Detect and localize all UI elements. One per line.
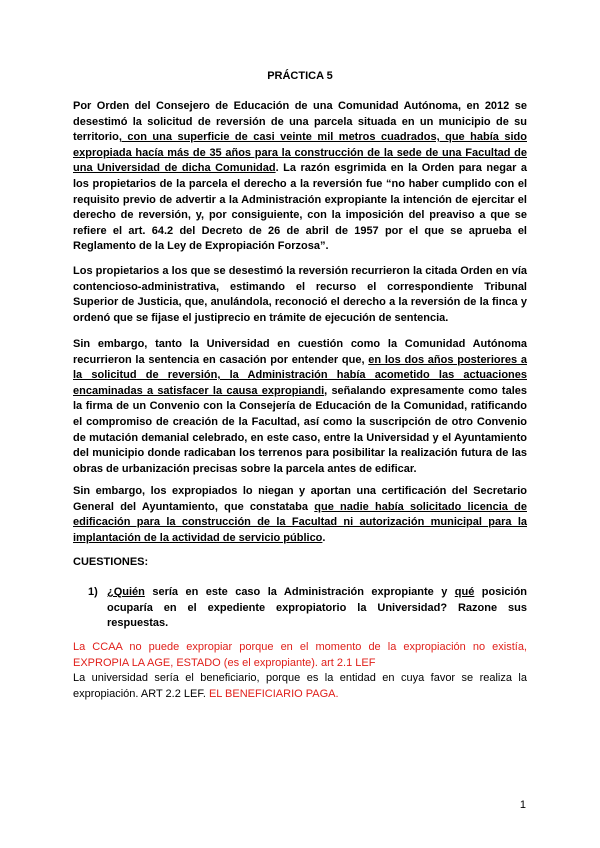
p1-text-c: . La razón esgrimida en la Orden para negar a los propietarios de la parcela el derecho a la reversión fue “no haber cumplido con el requisito previo de advertir a la Administración expropiante la intención de ejercitar el derecho de reversión, y, por consiguiente, con la imposición del preaviso a que se refiere el art. 64.2 del Decreto de 26 de abril de 1957 por el que se aprueba el Reglamento de la Ley de Expropiación Forzosa”. [73, 162, 527, 253]
page-title: PRÁCTICA 5 [267, 70, 333, 82]
question-word-quien: ¿Quién [107, 586, 145, 598]
p4-text-c: . [322, 531, 326, 544]
answer-black-text: La universidad sería el beneficiario, porque es la entidad en cuya favor se realiza la expropiación. ART 2.2 LEF. [73, 672, 527, 700]
cuestiones-heading: CUESTIONES: [73, 556, 149, 568]
p4-underlined-text: que nadie había solicitado licencia de edificación para la construcción de la Facultad ni autorización municipal para la implantación de la actividad de servicio público [73, 500, 527, 544]
p3-underlined-text: en los dos años posteriores a la solicitud de reversión, la Administración había acometido las actuaciones encaminadas a satisfacer la causa expropiandi [73, 353, 527, 397]
answer-red-text: EL BENEFICIARIO PAGA. [208, 687, 339, 700]
question-number: 1) [88, 586, 98, 598]
paragraph-3 [73, 337, 527, 477]
answer-block [73, 640, 527, 702]
paragraph-1 [73, 99, 527, 255]
answer-red-line: La CCAA no puede expropiar porque en el momento de la expropiación no existía, EXPROPIA LA AGE, ESTADO (es el expropiante). art 2.1 LEF [73, 641, 527, 669]
p4-text-a: Sin embargo, los expropiados lo niegan y aportan una certificación del Secretario General del Ayuntamiento, que constataba [73, 485, 527, 513]
p1-text-a: Por Orden del Consejero de Educación de una Comunidad Autónoma, en 2012 se desestimó la solicitud de reversión de una parcela situada en un municipio de su territorio [73, 100, 527, 144]
page-number: 1 [519, 799, 526, 811]
p3-text-c: , señalando expresamente como tales la firma de un Convenio con la Consejería de Educación de la Comunidad, ratificando el compromiso de creación de la Facultad, así como la suscripción de otro Convenio de mutación demanial celebrado, en este caso, entre la Universidad y el Ayuntamiento del municipio donde radicaban los terrenos para posibilitar la realización futura de las obras de urbanización precisas sobre la parcela antes de edificar. [73, 384, 527, 475]
question-word-que: qué [454, 586, 475, 598]
question-mid: sería en este caso la Administración expropiante y [144, 586, 455, 598]
paragraph-2: Los propietarios a los que se desestimó la reversión recurrieron la citada Orden en vía contencioso-administrativa, estimando el recurso el correspondiente Tribunal Superior de Justicia, que, anulándola, reconoció el derecho a la reversión de la finca y ordenó que se fijase el justiprecio en trámite de ejecución de sentencia. [73, 265, 527, 324]
p1-underlined-text: , con una superficie de casi veinte mil metros cuadrados, que había sido expropiada hacía más de 35 años para la construcción de la sede de una Facultad de una Universidad de dicha Comunidad [73, 131, 527, 175]
answer-black-line [73, 671, 527, 702]
paragraph-4 [73, 484, 527, 546]
question-rest: posición ocuparía en el expediente expropiatorio la Universidad? Razone sus respuestas. [107, 586, 528, 630]
question-1 [88, 585, 527, 632]
p3-text-a: Sin embargo, tanto la Universidad en cuestión como la Comunidad Autónoma recurrieron la sentencia en casación por entender que, [73, 338, 527, 366]
question-text [107, 585, 527, 632]
